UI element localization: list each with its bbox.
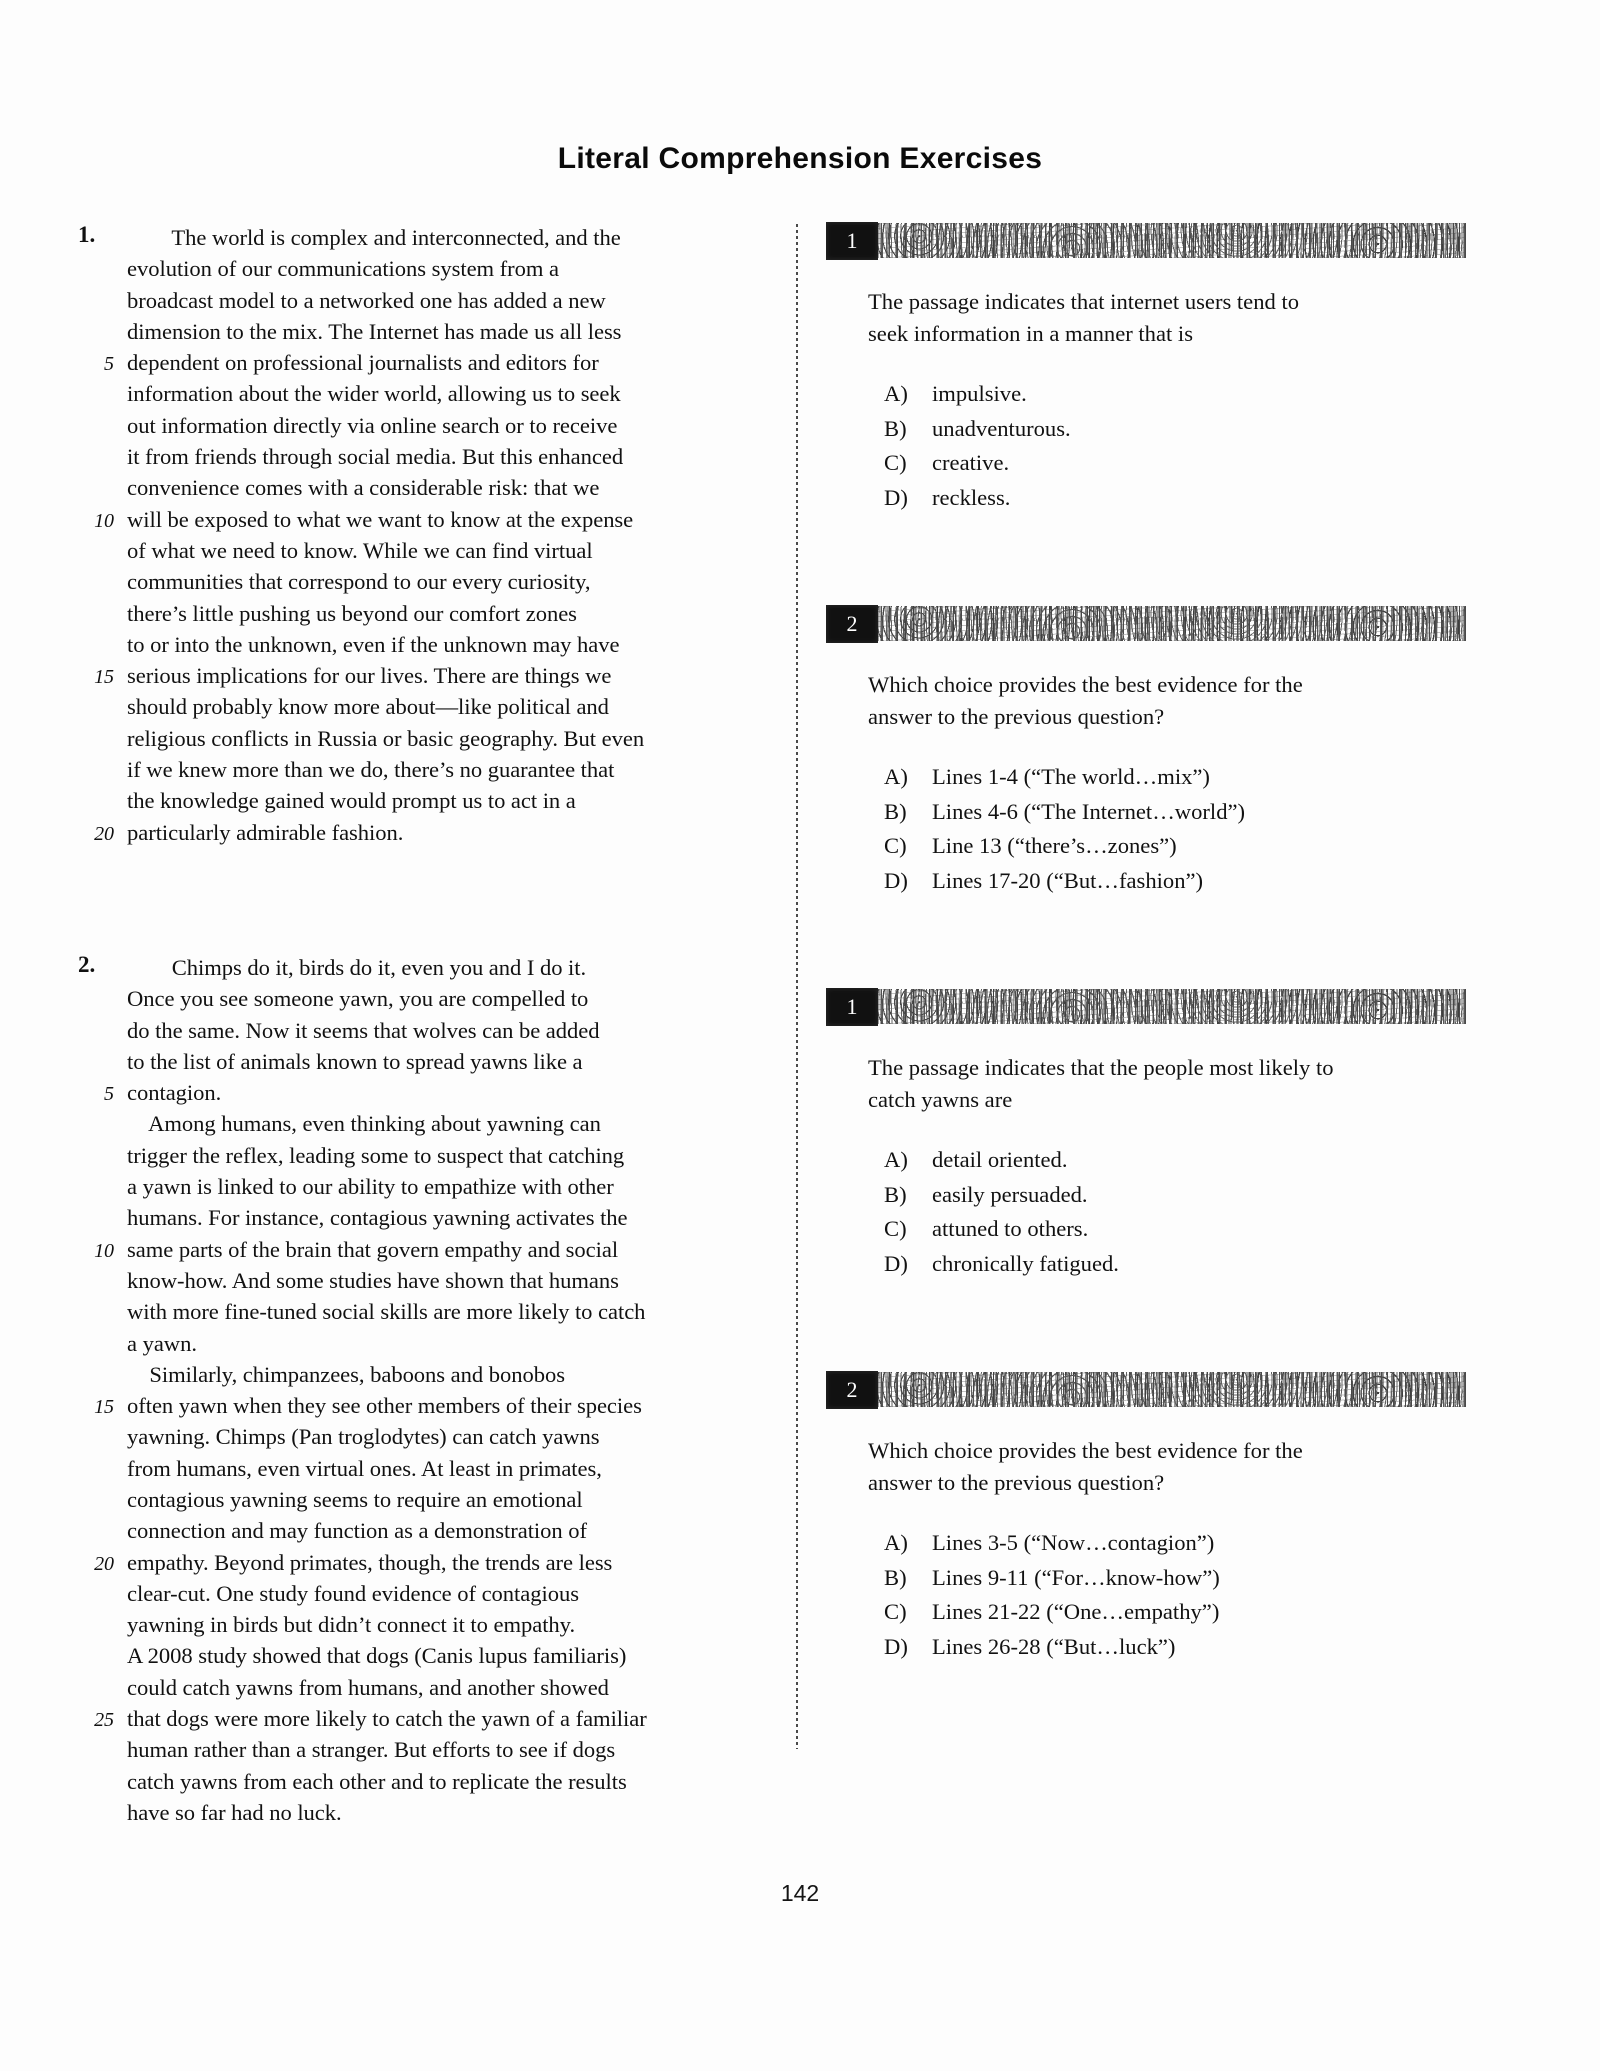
passage-line <box>78 441 778 472</box>
answer-choice-letter: D) <box>884 484 908 510</box>
question-prompt-line: The passage indicates that internet users tend to <box>868 289 1300 314</box>
question-prompt-line: answer to the previous question? <box>868 1469 1165 1495</box>
passage-line <box>78 378 778 409</box>
two-column-layout <box>78 222 1528 1842</box>
answer-choice-text: Lines 4-6 (“The Internet…world”) <box>932 798 1246 824</box>
answer-choice-letter: B) <box>884 415 907 441</box>
line-number: 15 <box>94 666 114 689</box>
answer-choice-letter: D) <box>884 1633 908 1659</box>
answer-choice-text: unadventurous. <box>932 415 1071 441</box>
answer-choice-letter: C) <box>884 1216 907 1241</box>
passage-line-text: particularly admirable fashion. <box>127 819 404 845</box>
answer-choice-text: Line 13 (“there’s…zones”) <box>932 833 1177 858</box>
passage-line-text: if we knew more than we do, there’s no guarantee that <box>127 757 615 783</box>
question-block <box>826 988 1526 1281</box>
question-set-passage-2 <box>826 988 1526 1664</box>
answer-choice-letter: D) <box>884 1250 908 1276</box>
passage-line-text: Once you see someone yawn, you are compelled to <box>127 986 589 1012</box>
answer-choice-text: Lines 3-5 (“Now…contagion”) <box>932 1530 1215 1555</box>
passage-2-body <box>78 952 778 1828</box>
passage-line-text: to or into the unknown, even if the unknown may have <box>127 631 620 657</box>
passage-line-text: yawning in birds but didn’t connect it to empathy. <box>127 1612 576 1638</box>
line-number: 15 <box>94 1396 114 1419</box>
page-number: 142 <box>780 1880 820 1906</box>
line-number: 20 <box>94 822 114 845</box>
question-number-badge: 2 <box>826 1371 878 1409</box>
question-prompt-line: answer to the previous question? <box>868 703 1165 729</box>
answer-choice[interactable] <box>884 1630 1526 1665</box>
passage-line <box>78 817 778 848</box>
question-prompt-line: catch yawns are <box>868 1086 1013 1112</box>
passage-line <box>78 1015 778 1046</box>
passage-line <box>78 1578 778 1609</box>
passage-line <box>78 253 778 284</box>
answer-choice-letter: D) <box>884 867 908 893</box>
passage-line-text: with more fine-tuned social skills are more likely to catch <box>127 1299 646 1325</box>
passage-line <box>78 1703 778 1734</box>
passage-line <box>78 723 778 754</box>
line-number: 5 <box>104 353 114 376</box>
passage-line <box>78 1797 778 1828</box>
passage-line-text: it from friends through social media. But this enhanced <box>127 444 624 470</box>
passage-line <box>78 1265 778 1296</box>
passage-line-text: could catch yawns from humans, and another showed <box>127 1674 609 1700</box>
scan-noise-band <box>878 606 1466 641</box>
answer-choice-text: Lines 17-20 (“But…fashion”) <box>932 867 1204 893</box>
passage-line <box>78 1140 778 1171</box>
passage-1-body <box>78 222 778 848</box>
line-number: 10 <box>94 509 114 532</box>
passage-line <box>78 660 778 691</box>
answer-choices <box>884 1143 1526 1281</box>
passage-line-text: contagion. <box>127 1080 222 1106</box>
passage-line <box>78 1672 778 1703</box>
line-number: 5 <box>104 1083 114 1106</box>
question-header-bar <box>826 605 1466 643</box>
passage-line-text: do the same. Now it seems that wolves can be added <box>127 1017 600 1043</box>
passage-line-text: have so far had no luck. <box>127 1799 342 1825</box>
passage-line <box>78 504 778 535</box>
passage-1 <box>78 222 778 848</box>
question-prompt <box>868 1052 1458 1115</box>
answer-choice-text: Lines 21-22 (“One…empathy”) <box>932 1599 1220 1624</box>
answer-choice[interactable] <box>884 1595 1526 1630</box>
passage-line <box>78 1734 778 1765</box>
answer-choice[interactable] <box>884 1561 1526 1596</box>
scan-noise-band <box>878 223 1466 258</box>
passage-line-text: Among humans, even thinking about yawning can <box>127 1111 601 1137</box>
passage-line <box>78 1484 778 1515</box>
passage-2 <box>78 952 778 1828</box>
passage-line-text: communities that correspond to our every curiosity, <box>127 569 591 595</box>
question-header-bar <box>826 988 1466 1026</box>
question-prompt-line: Which choice provides the best evidence for the <box>868 672 1303 697</box>
answer-choice-text: chronically fatigued. <box>932 1250 1119 1276</box>
passage-line <box>78 1421 778 1452</box>
passage-line-text: the knowledge gained would prompt us to act in a <box>127 788 576 814</box>
passage-line-text: religious conflicts in Russia or basic geography. But even <box>127 725 645 751</box>
question-number-badge: 1 <box>826 222 878 260</box>
question-block <box>826 1371 1526 1664</box>
passage-line <box>78 1640 778 1671</box>
passage-line <box>78 754 778 785</box>
answer-choices <box>884 1526 1526 1664</box>
question-block <box>826 222 1526 515</box>
question-spacer <box>826 1319 1526 1371</box>
scan-noise-band <box>878 1372 1466 1407</box>
passage-line-text: should probably know more about—like political and <box>127 694 609 720</box>
column-divider <box>796 224 798 1749</box>
answer-choice-letter: A) <box>884 764 908 789</box>
answer-choice[interactable] <box>884 864 1526 899</box>
answer-choice-letter: B) <box>884 1564 907 1590</box>
passage-line-text: will be exposed to what we want to know at the expense <box>127 506 634 532</box>
answer-choice[interactable] <box>884 1526 1526 1561</box>
passage-line <box>78 598 778 629</box>
answer-choice-text: Lines 26-28 (“But…luck”) <box>932 1633 1176 1659</box>
passage-line <box>78 1609 778 1640</box>
answer-choice[interactable] <box>884 481 1526 516</box>
passage-line-text: out information directly via online search or to receive <box>127 412 618 438</box>
passage-line-text: that dogs were more likely to catch the yawn of a familiar <box>127 1706 647 1732</box>
passage-line <box>78 1234 778 1265</box>
passage-line <box>78 1515 778 1546</box>
answer-choice[interactable] <box>884 446 1526 481</box>
answer-choice[interactable] <box>884 1212 1526 1247</box>
answer-choice-text: Lines 9-11 (“For…know-how”) <box>932 1564 1220 1590</box>
passage-line-text: A 2008 study showed that dogs (Canis lupus familiaris) <box>127 1643 627 1669</box>
question-prompt <box>868 1435 1458 1498</box>
passage-line-text: of what we need to know. While we can find virtual <box>127 537 593 563</box>
question-block <box>826 605 1526 898</box>
passage-line <box>78 1390 778 1421</box>
answer-choice-letter: B) <box>884 798 907 824</box>
answer-choice[interactable] <box>884 760 1526 795</box>
answer-choice-letter: C) <box>884 450 907 475</box>
question-number-badge: 2 <box>826 605 878 643</box>
passage-line-text: a yawn. <box>127 1330 197 1356</box>
passage-line <box>78 952 778 983</box>
passage-line-text: there’s little pushing us beyond our comfort zones <box>127 600 577 626</box>
question-column <box>826 222 1526 1702</box>
question-prompt-line: Which choice provides the best evidence for the <box>868 1438 1303 1463</box>
answer-choice[interactable] <box>884 829 1526 864</box>
passage-line-text: The world is complex and interconnected, and the <box>127 225 621 250</box>
answer-choice-letter: C) <box>884 833 907 858</box>
passage-2-number: 2. <box>78 951 96 977</box>
passage-line <box>78 1453 778 1484</box>
page-title: Literal Comprehension Exercises <box>557 142 1043 175</box>
passage-line <box>78 472 778 503</box>
line-number: 25 <box>94 1709 114 1732</box>
passage-line-text: know-how. And some studies have shown that humans <box>127 1267 619 1293</box>
passage-line-text: broadcast model to a networked one has added a new <box>127 287 606 313</box>
passage-1-number: 1. <box>78 222 96 247</box>
passage-line-text: serious implications for our lives. There are things we <box>127 663 612 689</box>
passage-line <box>78 285 778 316</box>
passage-line-text: connection and may function as a demonstration of <box>127 1518 587 1544</box>
answer-choice-letter: C) <box>884 1599 907 1624</box>
passage-line-text: information about the wider world, allowing us to seek <box>127 381 621 407</box>
answer-choice-letter: A) <box>884 1147 908 1172</box>
question-prompt <box>868 669 1458 732</box>
passage-line <box>78 1328 778 1359</box>
passage-line-text: humans. For instance, contagious yawning activates the <box>127 1205 628 1231</box>
passage-line-text: to the list of animals known to spread yawns like a <box>127 1048 583 1074</box>
passage-line <box>78 1547 778 1578</box>
passage-line-text: same parts of the brain that govern empathy and social <box>127 1236 619 1262</box>
question-prompt-line: The passage indicates that the people most likely to <box>868 1055 1334 1080</box>
answer-choice-text: easily persuaded. <box>932 1181 1088 1207</box>
answer-choice-text: impulsive. <box>932 381 1027 406</box>
answer-choice-text: reckless. <box>932 484 1011 510</box>
passage-column <box>78 222 778 1872</box>
passage-line-text: catch yawns from each other and to replicate the results <box>127 1768 627 1794</box>
answer-choice[interactable] <box>884 1178 1526 1213</box>
line-number: 10 <box>94 1239 114 1262</box>
answer-choice[interactable] <box>884 1247 1526 1282</box>
passage-line <box>78 535 778 566</box>
answer-choice-text: creative. <box>932 450 1010 475</box>
passage-line <box>78 1296 778 1327</box>
passage-line-text: from humans, even virtual ones. At least in primates, <box>127 1455 602 1481</box>
answer-choice-text: attuned to others. <box>932 1216 1089 1241</box>
question-prompt-line: seek information in a manner that is <box>868 320 1194 346</box>
passage-line <box>78 785 778 816</box>
passage-line <box>78 691 778 722</box>
passage-line <box>78 566 778 597</box>
answer-choices <box>884 760 1526 898</box>
passage-line <box>78 1077 778 1108</box>
passage-line-text: often yawn when they see other members of their species <box>127 1393 642 1419</box>
passage-line-text: empathy. Beyond primates, though, the trends are less <box>127 1549 613 1575</box>
passage-line <box>78 1359 778 1390</box>
answer-choice-letter: A) <box>884 381 908 406</box>
passage-line-text: trigger the reflex, leading some to suspect that catching <box>127 1142 625 1168</box>
answer-choice[interactable] <box>884 1143 1526 1178</box>
question-prompt <box>868 286 1458 349</box>
question-set-passage-1 <box>826 222 1526 898</box>
passage-line <box>78 629 778 660</box>
passage-line <box>78 1171 778 1202</box>
passage-line-text: convenience comes with a considerable risk: that we <box>127 475 600 501</box>
answer-choice[interactable] <box>884 795 1526 830</box>
question-number-badge: 1 <box>826 988 878 1026</box>
answer-choice-text: detail oriented. <box>932 1147 1068 1172</box>
passage-line-text: Chimps do it, birds do it, even you and I do it. <box>127 954 587 980</box>
passage-line <box>78 1108 778 1139</box>
answer-choice-text: Lines 1-4 (“The world…mix”) <box>932 764 1210 789</box>
passage-line-text: dimension to the mix. The Internet has made us all less <box>127 318 622 344</box>
passage-line-text: evolution of our communications system from a <box>127 256 559 282</box>
passage-line <box>78 1046 778 1077</box>
question-spacer <box>826 553 1526 605</box>
passage-line-text: yawning. Chimps (Pan troglodytes) can catch yawns <box>127 1424 600 1450</box>
passage-line <box>78 222 778 253</box>
line-number: 20 <box>94 1552 114 1575</box>
scan-noise-band <box>878 989 1466 1024</box>
passage-line-text: human rather than a stranger. But efforts to see if dogs <box>127 1737 616 1763</box>
passage-line <box>78 1202 778 1233</box>
answer-choice[interactable] <box>884 377 1526 412</box>
answer-choice-letter: B) <box>884 1181 907 1207</box>
passage-line-text: contagious yawning seems to require an emotional <box>127 1486 583 1512</box>
passage-line <box>78 1766 778 1797</box>
passage-line-text: a yawn is linked to our ability to empathize with other <box>127 1174 614 1200</box>
answer-choices <box>884 377 1526 515</box>
answer-choice-letter: A) <box>884 1530 908 1555</box>
passage-line-text: dependent on professional journalists and editors for <box>127 350 599 376</box>
question-header-bar <box>826 1371 1466 1409</box>
passage-line <box>78 410 778 441</box>
passage-line <box>78 347 778 378</box>
answer-choice[interactable] <box>884 412 1526 447</box>
passage-line-text: Similarly, chimpanzees, baboons and bonobos <box>127 1361 565 1387</box>
passage-line-text: clear-cut. One study found evidence of contagious <box>127 1580 579 1606</box>
passage-line <box>78 983 778 1014</box>
passage-line <box>78 316 778 347</box>
question-header-bar <box>826 222 1466 260</box>
